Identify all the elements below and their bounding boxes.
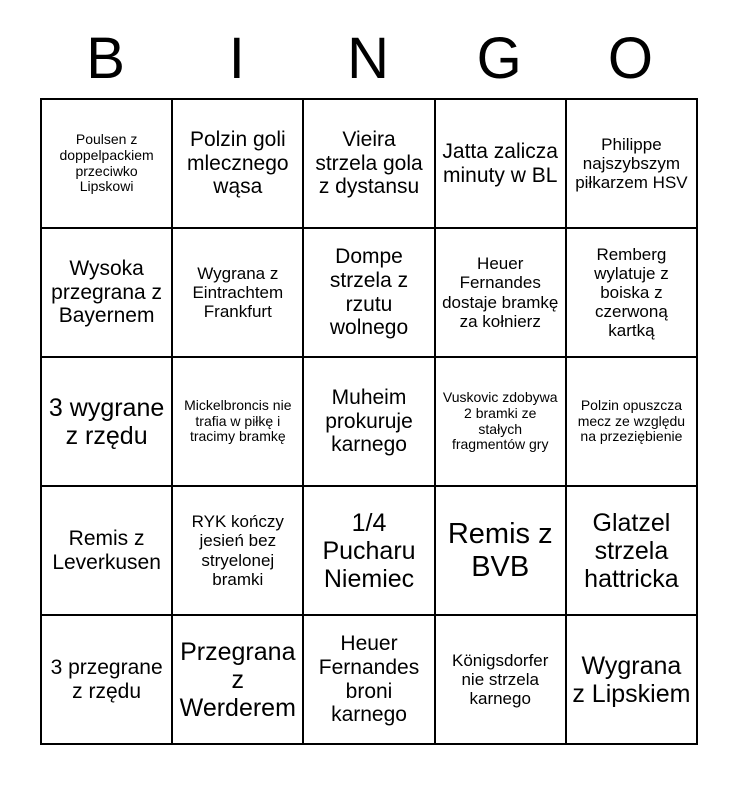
bingo-letter-g: G <box>476 26 522 91</box>
bingo-cell[interactable] <box>173 616 304 745</box>
bingo-cell[interactable] <box>436 616 567 745</box>
bingo-cell-text: Polzin opuszcza mecz ze względu na przeziębienie <box>577 396 686 445</box>
bingo-cell-text: Remberg wylatuje z boiska z czerwoną kartką <box>594 244 669 341</box>
bingo-cell[interactable] <box>567 100 698 229</box>
bingo-cell[interactable] <box>42 100 173 229</box>
bingo-cell-text: Mickelbroncis nie trafia w piłkę i tracimy bramkę <box>184 396 292 445</box>
bingo-cell-text: Jatta zalicza minuty w BL <box>442 139 558 187</box>
bingo-cell[interactable] <box>173 358 304 487</box>
bingo-letter-o: O <box>607 26 653 91</box>
bingo-cell-text: 1/4 Pucharu Niemiec <box>322 508 416 593</box>
bingo-cell-text: RYK kończy jesień bez stryelonej bramki <box>191 512 284 589</box>
bingo-cell-text: Vuskovic zdobywa 2 bramki ze stałych fragmentów gry <box>442 389 558 453</box>
bingo-header <box>40 20 696 98</box>
bingo-cell-text: Remis z BVB <box>447 518 553 583</box>
bingo-row <box>42 616 698 745</box>
bingo-cell[interactable] <box>42 229 173 358</box>
bingo-cell-text: Przegrana z Werderem <box>179 637 296 722</box>
bingo-cell[interactable] <box>304 616 435 745</box>
bingo-cell[interactable] <box>567 229 698 358</box>
bingo-letter-b: B <box>86 26 125 91</box>
bingo-cell[interactable] <box>436 487 567 616</box>
bingo-row <box>42 100 698 229</box>
bingo-cell-text: Dompe strzela z rzutu wolnego <box>329 245 409 340</box>
bingo-cell[interactable] <box>567 616 698 745</box>
bingo-cell[interactable] <box>436 100 567 229</box>
bingo-cell-text: Königsdorfer nie strzela karnego <box>452 650 549 709</box>
bingo-cell[interactable] <box>173 100 304 229</box>
bingo-cell[interactable] <box>42 358 173 487</box>
bingo-cell-text: Glatzel strzela hattricka <box>584 508 679 593</box>
bingo-cell[interactable] <box>304 229 435 358</box>
bingo-cell-text: 3 wygrane z rzędu <box>48 393 165 450</box>
bingo-row <box>42 487 698 616</box>
bingo-cell-text: Heuer Fernandes dostaje bramkę za kołnierz <box>442 254 559 331</box>
bingo-row <box>42 358 698 487</box>
bingo-cell[interactable] <box>304 358 435 487</box>
bingo-cell-text: Remis z Leverkusen <box>52 526 161 574</box>
bingo-cell-text: Wygrana z Eintrachtem Frankfurt <box>192 263 284 322</box>
bingo-cell[interactable] <box>304 487 435 616</box>
bingo-cell[interactable] <box>567 358 698 487</box>
bingo-cell-text: Wygrana z Lipskiem <box>572 651 691 708</box>
bingo-cell-text: Wysoka przegrana z Bayernem <box>51 257 163 328</box>
bingo-cell[interactable] <box>304 100 435 229</box>
bingo-cell[interactable] <box>436 358 567 487</box>
bingo-cell[interactable] <box>42 487 173 616</box>
bingo-cell-text: Philippe najszybszym piłkarzem HSV <box>575 134 688 193</box>
bingo-cell-text: Vieira strzela gola z dystansu <box>315 128 423 199</box>
bingo-row <box>42 229 698 358</box>
bingo-cell[interactable] <box>567 487 698 616</box>
bingo-cell[interactable] <box>42 616 173 745</box>
bingo-cell-text: Heuer Fernandes broni karnego <box>318 632 420 727</box>
bingo-cell[interactable] <box>173 487 304 616</box>
bingo-cell[interactable] <box>436 229 567 358</box>
bingo-letter-n: N <box>347 26 389 91</box>
bingo-cell-text: Poulsen z doppelpackiem przeciwko Lipskowi <box>59 131 154 195</box>
bingo-letter-i: I <box>228 26 245 91</box>
bingo-cell[interactable] <box>173 229 304 358</box>
bingo-cell-text: Polzin goli mlecznego wąsa <box>187 128 289 199</box>
bingo-cell-text: 3 przegrane z rzędu <box>50 655 163 703</box>
bingo-cell-text: Muheim prokuruje karnego <box>325 386 413 457</box>
bingo-grid <box>40 98 698 745</box>
